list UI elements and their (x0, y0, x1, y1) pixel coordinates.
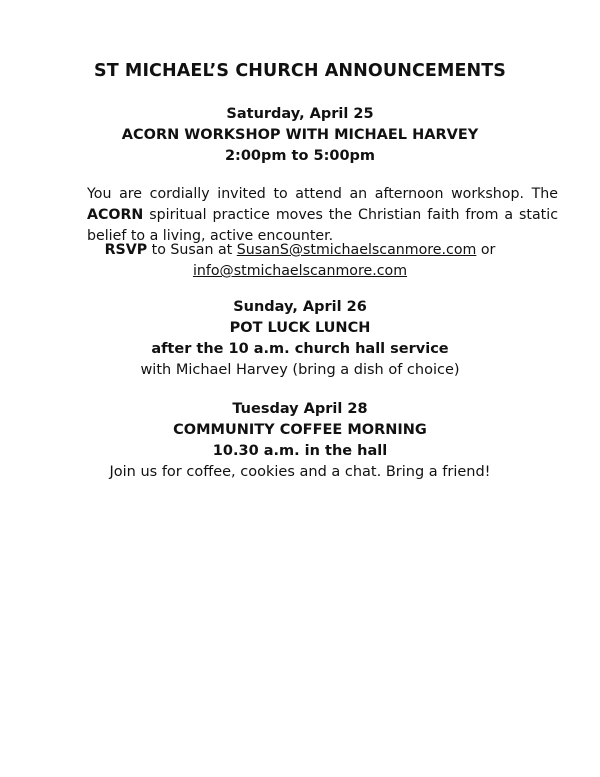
event3-note: Join us for coffee, cookies and a chat. Bring a friend! (109, 464, 491, 480)
email-link-info[interactable]: info@stmichaelscanmore.com (192, 263, 408, 279)
event2-name: POT LUCK LUNCH (229, 320, 371, 336)
event1-desc-acorn: ACORN (87, 207, 144, 223)
event1-desc-pre: You are cordially invited to attend an afternoon workshop. The (87, 186, 558, 202)
event1-name: ACORN WORKSHOP WITH MICHAEL HARVEY (121, 127, 479, 143)
rsvp-text: to Susan at (147, 242, 237, 258)
event3-time: 10.30 a.m. in the hall (212, 443, 388, 459)
rsvp-or: or (476, 242, 496, 258)
rsvp-line-2 (0, 261, 600, 282)
rsvp-label: RSVP (104, 242, 148, 258)
rsvp-line-1 (0, 240, 600, 261)
event1-time: 2:00pm to 5:00pm (224, 148, 376, 164)
event2-date: Sunday, April 26 (233, 299, 367, 315)
event2-detail: after the 10 a.m. church hall service (151, 341, 449, 357)
event2-note: with Michael Harvey (bring a dish of choice) (140, 362, 460, 378)
event1-description (87, 184, 558, 247)
email-link-susan[interactable]: SusanS@stmichaelscanmore.com (236, 242, 477, 258)
event3-name: COMMUNITY COFFEE MORNING (173, 422, 427, 438)
page-title: ST MICHAEL’S CHURCH ANNOUNCEMENTS (94, 61, 506, 81)
event1-date: Saturday, April 25 (226, 106, 374, 122)
event1-desc-post: spiritual practice moves the Christian faith from a static belief to a living, active encounter. (87, 207, 558, 244)
event3-date: Tuesday April 28 (232, 401, 368, 417)
rsvp-block (0, 240, 600, 282)
